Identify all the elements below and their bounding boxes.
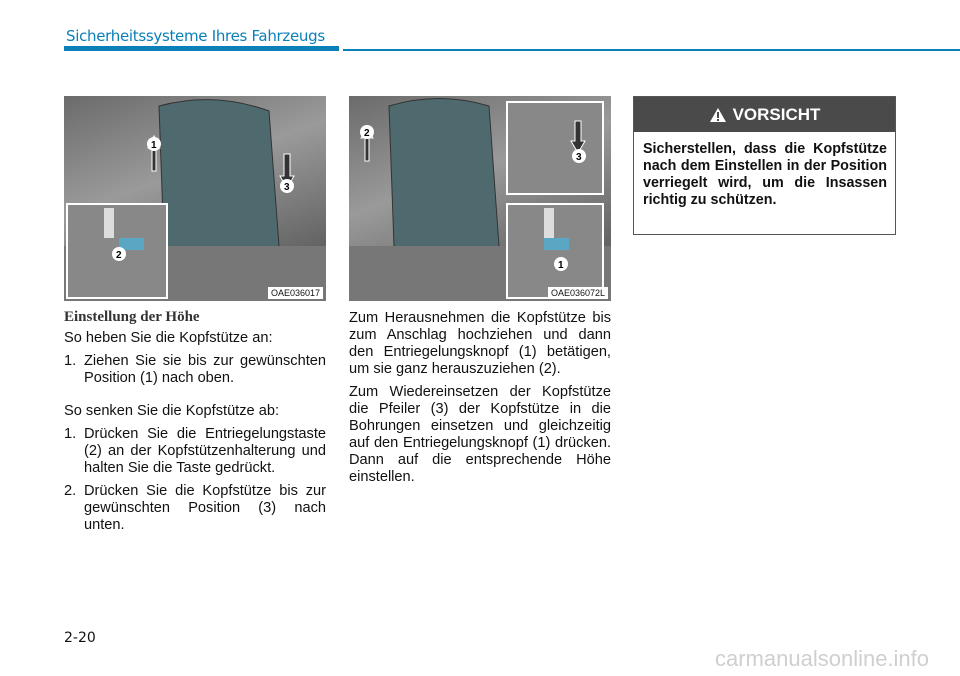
column-1 bbox=[64, 309, 326, 540]
caution-text: Sicherstellen, dass die Kopfstütze nach dem Einstellen in der Position verriegelt wird, um die Insassen richtig zu schützen. bbox=[643, 141, 887, 208]
list-item bbox=[64, 426, 326, 477]
header-rule bbox=[343, 49, 960, 51]
header-bar bbox=[64, 46, 339, 51]
page-number: 2-20 bbox=[64, 630, 96, 646]
step-number: 2. bbox=[64, 483, 77, 499]
callout-2: 2 bbox=[364, 128, 370, 139]
watermark: carmanualsonline.info bbox=[715, 646, 930, 671]
warning-triangle-icon bbox=[709, 107, 727, 123]
section-title: Sicherheitssysteme Ihres Fahrzeugs bbox=[66, 27, 325, 45]
step-number: 1. bbox=[64, 426, 77, 442]
caution-title: VORSICHT bbox=[732, 104, 821, 124]
callout-2: 2 bbox=[116, 250, 122, 261]
figure-code: OAE036017 bbox=[268, 287, 323, 299]
figure-code: OAE036072L bbox=[548, 287, 608, 299]
callout-3: 3 bbox=[576, 152, 582, 163]
raise-intro: So heben Sie die Kopfstütze an: bbox=[64, 330, 273, 346]
caution-header bbox=[634, 97, 895, 132]
callout-1: 1 bbox=[151, 140, 157, 151]
headrest-height-figure bbox=[64, 96, 326, 301]
removal-paragraph: Zum Herausnehmen die Kopfstütze bis zum Anschlag hochziehen und dann den Entriegelungsknopf (1) betätigen, um sie ganz herauszuziehen (2). bbox=[349, 310, 611, 377]
reinsert-paragraph: Zum Wiedereinsetzen der Kopfstütze die Pfeiler (3) der Kopfstütze in die Bohrungen einsetzen und gleichzeitig auf den Entriegelungsknopf (1) drücken. Dann auf die entsprechende Höhe einstellen. bbox=[349, 384, 611, 485]
list-item bbox=[64, 353, 326, 387]
callout-1: 1 bbox=[558, 260, 564, 271]
step-number: 1. bbox=[64, 353, 77, 369]
callout-3: 3 bbox=[284, 182, 290, 193]
list-item bbox=[64, 483, 326, 534]
step-text: Drücken Sie die Entriegelungstaste (2) an der Kopfstützenhalterung und halten Sie die Taste gedrückt. bbox=[84, 426, 326, 476]
caution-box bbox=[633, 96, 896, 235]
step-text: Ziehen Sie sie bis zur gewünschten Position (1) nach oben. bbox=[84, 353, 326, 386]
headrest-removal-figure bbox=[349, 96, 611, 301]
column-2 bbox=[349, 310, 611, 492]
lower-intro: So senken Sie die Kopfstütze ab: bbox=[64, 403, 279, 419]
subheading: Einstellung der Höhe bbox=[64, 309, 200, 325]
step-text: Drücken Sie die Kopfstütze bis zur gewünschten Position (3) nach unten. bbox=[84, 483, 326, 533]
